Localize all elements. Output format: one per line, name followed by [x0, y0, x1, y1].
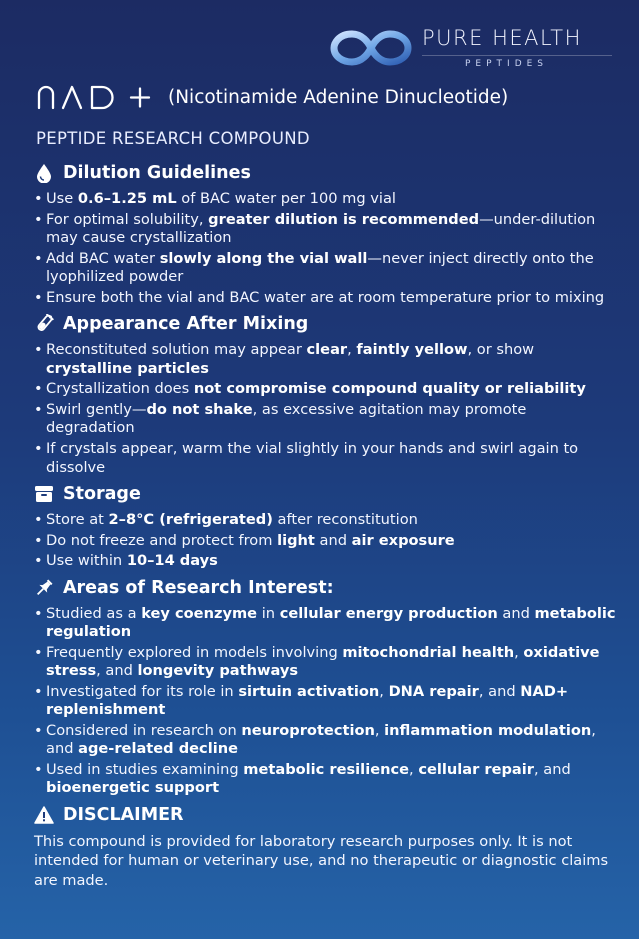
pushpin-icon — [34, 578, 54, 598]
infinity-logo-icon — [330, 26, 412, 70]
brand-subtitle: PEPTIDES — [465, 59, 549, 69]
list-item: • Use within 10–14 days — [34, 552, 619, 570]
section-heading: DISCLAIMER — [34, 802, 619, 828]
appearance-list — [34, 341, 619, 477]
section-research — [34, 575, 619, 798]
list-item: • Swirl gently—do not shake, as excessive agitation may promote degradation — [34, 401, 619, 438]
section-appearance — [34, 311, 619, 477]
section-storage — [34, 481, 619, 571]
list-item: • Crystallization does not compromise compound quality or reliability — [34, 380, 619, 398]
test-tube-icon — [34, 314, 54, 334]
product-title — [36, 84, 508, 110]
list-item: • Studied as a key coenzyme in cellular energy production and metabolic regulation — [34, 605, 619, 642]
droplet-icon — [34, 163, 54, 183]
brand-logo — [330, 24, 612, 74]
brand-name: PURE HEALTH — [422, 26, 582, 50]
section-heading: Storage — [34, 481, 619, 507]
section-heading: Areas of Research Interest: — [34, 575, 619, 601]
list-item: • Investigated for its role in sirtuin activation, DNA repair, and NAD+ replenishment — [34, 683, 619, 720]
title-main — [36, 84, 154, 110]
list-item: • Considered in research on neuroprotection, inflammation modulation, and age-related decline — [34, 722, 619, 759]
storage-box-icon — [34, 484, 54, 504]
list-item: • Store at 2–8°C (refrigerated) after reconstitution — [34, 511, 619, 529]
list-item: • Add BAC water slowly along the vial wall—never inject directly onto the lyophilized powder — [34, 250, 619, 287]
list-item: • Reconstituted solution may appear clear, faintly yellow, or show crystalline particles — [34, 341, 619, 378]
section-disclaimer — [34, 802, 619, 891]
title-subtitle: (Nicotinamide Adenine Dinucleotide) — [168, 86, 509, 108]
list-item: • Use 0.6–1.25 mL of BAC water per 100 mg vial — [34, 190, 619, 208]
list-item: • For optimal solubility, greater dilution is recommended—under-dilution may cause crystallization — [34, 211, 619, 248]
brand-divider — [422, 55, 612, 56]
section-heading: Appearance After Mixing — [34, 311, 619, 337]
content — [34, 160, 619, 890]
nad-logotype-icon — [36, 84, 154, 110]
list-item: • If crystals appear, warm the vial slightly in your hands and swirl again to dissolve — [34, 440, 619, 477]
section-dilution — [34, 160, 619, 307]
storage-list — [34, 511, 619, 571]
list-item: • Ensure both the vial and BAC water are at room temperature prior to mixing — [34, 289, 619, 307]
list-item: • Frequently explored in models involving mitochondrial health, oxidative stress, and longevity pathways — [34, 644, 619, 681]
disclaimer-text: This compound is provided for laboratory research purposes only. It is not intended for human or veterinary use, and no therapeutic or diagnostic claims are made. — [34, 832, 609, 889]
section-heading: Dilution Guidelines — [34, 160, 619, 186]
dilution-list — [34, 190, 619, 307]
tagline: PEPTIDE RESEARCH COMPOUND — [36, 129, 310, 148]
list-item: • Used in studies examining metabolic resilience, cellular repair, and bioenergetic support — [34, 761, 619, 798]
research-list — [34, 605, 619, 798]
list-item: • Do not freeze and protect from light and air exposure — [34, 532, 619, 550]
warning-icon — [34, 805, 54, 825]
